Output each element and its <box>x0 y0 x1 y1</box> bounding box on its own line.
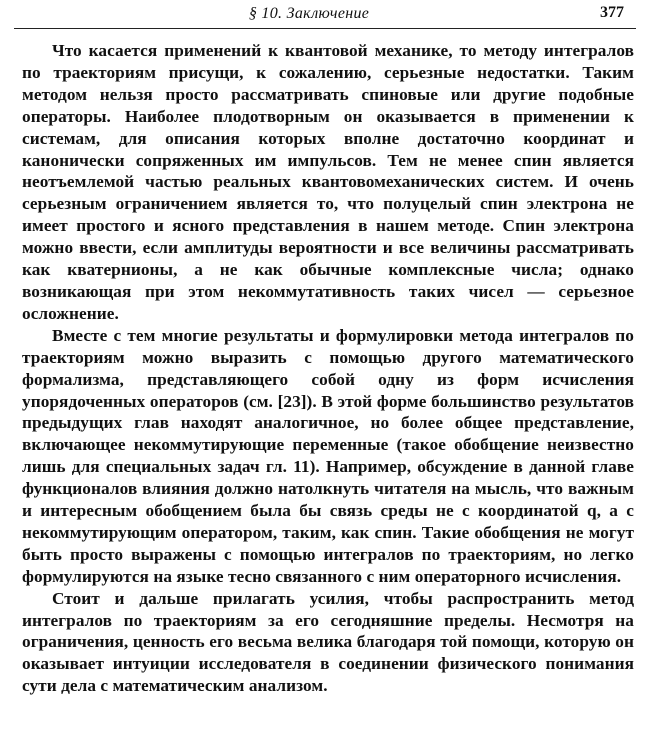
page-number: 377 <box>600 4 624 21</box>
paragraph-3: Стоит и дальше прилагать усилия, чтобы распространить метод интегралов по траекториям за его сегодняшние пределы. Несмотря на ограничения, ценность его весьма велика благодаря той помощи, которую он оказывает интуиции исследователя в соединении физического понимания сути дела с математическим анализом. <box>22 588 634 696</box>
body-text <box>22 40 634 697</box>
paragraph-2: Вместе с тем многие результаты и формулировки метода интегралов по траекториям можно выразить с помощью другого математического формализма, представляющего собой одну из форм исчисления упорядоченных операторов (см. [23]). В этой форме большинство результатов предыдущих глав находят аналогичное, но более общее представление, включающее некоммутирующие переменные (такое обобщение неизвестно лишь для специальных задач гл. 11). Например, обсуждение в данной главе функционалов влияния должно натолкнуть читателя на мысль, что важным и интересным обобщением была бы связь среды не с координатой q, а с некоммутирующим оператором, таким, как спин. Такие обобщения не могут быть просто выражены с помощью интегралов по траекториям, но легко формулируются на языке тесно связанного с ним операторного исчисления. <box>22 325 634 586</box>
running-head: § 10. Заключение <box>248 5 370 22</box>
paragraph-1: Что касается применений к квантовой механике, то методу интегралов по траекториям присущи, к сожалению, серьезные недостатки. Таким методом нельзя просто рассматривать спиновые или другие подобные операторы. Наиболее плодотворным он оказывается в применении к системам, для описания которых вполне достаточно координат и канонически сопряженных им импульсов. Тем не менее спин является неотъемлемой частью реальных квантовомеханических систем. И очень серьезным ограничением является то, что полуцелый спин электрона не имеет простого и ясного представления в нашем методе. Спин электрона можно ввести, если амплитуды вероятности и все величины рассматривать как кватернионы, а не как обычные комплексные числа; однако возникающая при этом некоммутативность таких чисел — серьезное осложнение. <box>22 41 634 323</box>
page-header <box>14 0 636 29</box>
